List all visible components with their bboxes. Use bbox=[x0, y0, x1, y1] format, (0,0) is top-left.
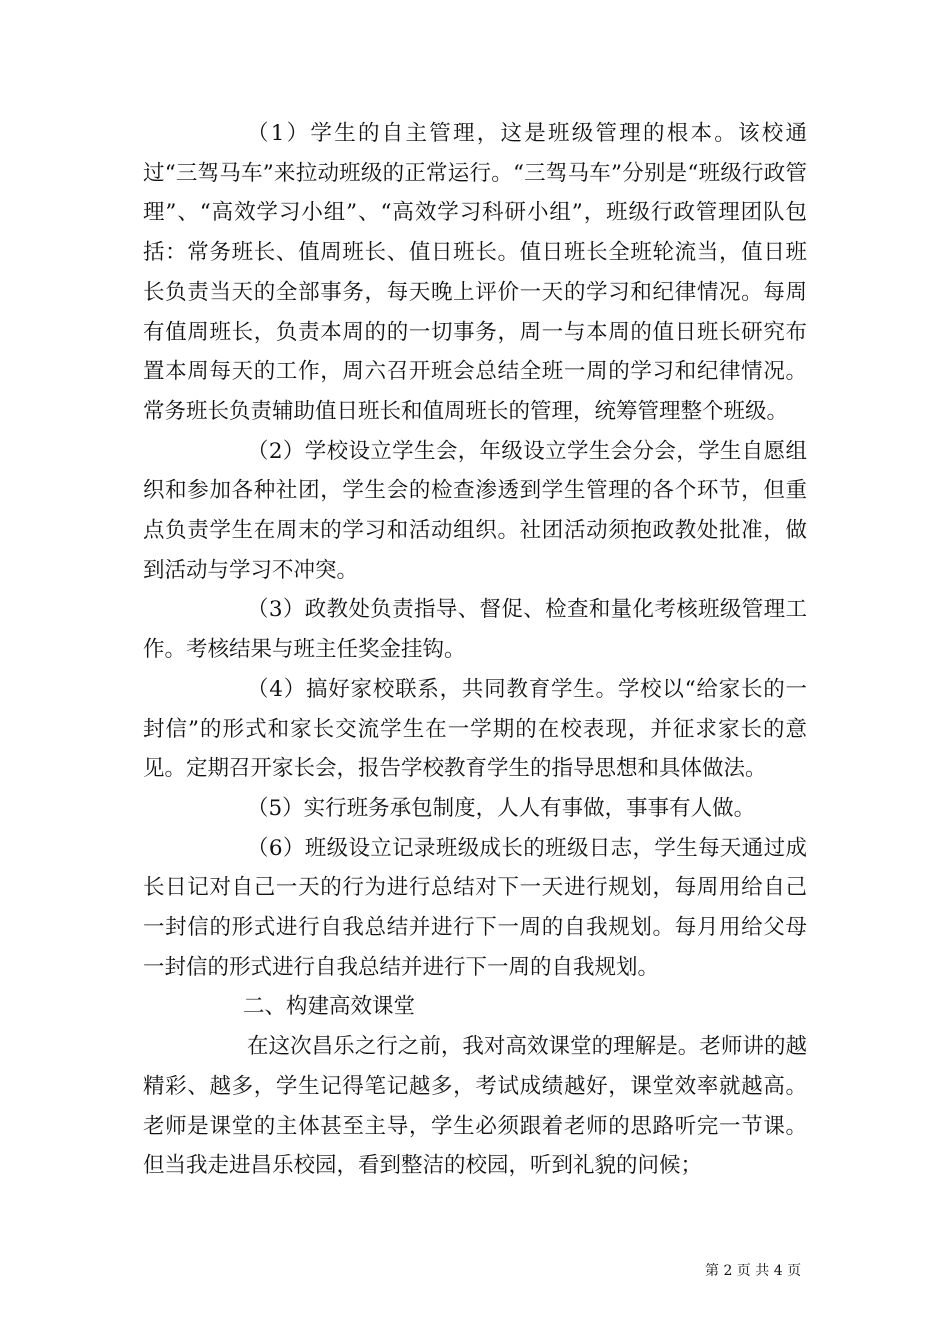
paragraph-class-duty-contract: （5）实行班务承包制度，人人有事做，事事有人做。 bbox=[247, 795, 756, 821]
paragraph-political-office: （3）政教处负责指导、督促、检查和量化考核班级管理工作。考核结果与班主任奖金挂钩。 bbox=[143, 597, 807, 663]
section-heading-efficient-classroom: 二、构建高效课堂 bbox=[243, 994, 416, 1020]
paragraph-student-self-management: （1）学生的自主管理，这是班级管理的根本。该校通过“三驾马车”来拉动班级的正常运行。“三驾马车”分别是“班级行政管理”、“高效学习小组”、“高效学习科研小组”，班级行政管理团队包括：常务班长、值周班长、值日班长。值日班长全班轮流当，值日班长负责当天的全部事务，每天晚上评价一天的学习和纪律情况。每周有值周班长，负责本周的的一切事务，周一与本周的值日班长研究布置本周每天的工作，周六召开班会总结全班一周的学习和纪律情况。常务班长负责辅助值日班长和值周班长的管理，统筹管理整个班级。 bbox=[143, 121, 807, 424]
page-number-footer: 第 2 页 共 4 页 bbox=[705, 1263, 802, 1279]
paragraph-student-union: （2）学校设立学生会，年级设立学生会分会，学生自愿组织和参加各种社团，学生会的检查渗透到学生管理的各个环节，但重点负责学生在周末的学习和活动组织。社团活动须抱政教处批准，做到活动与学习不冲突。 bbox=[143, 438, 807, 583]
paragraph-home-school-contact: （4）搞好家校联系，共同教育学生。学校以“给家长的一封信”的形式和家长交流学生在一学期的在校表现，并征求家长的意见。定期召开家长会，报告学校教育学生的指导思想和具体做法。 bbox=[143, 676, 807, 782]
document-body bbox=[143, 114, 807, 1186]
paragraph-class-log: （6）班级设立记录班级成长的班级日志，学生每天通过成长日记对自己一天的行为进行总结对下一天进行规划，每周用给自己一封信的形式进行自我总结并进行下一周的自我规划。每月用给父母一封信的形式进行自我总结并进行下一周的自我规划。 bbox=[143, 835, 807, 980]
paragraph-changle-visit: 在这次昌乐之行之前，我对高效课堂的理解是。老师讲的越精彩、越多，学生记得笔记越多，考试成绩越好，课堂效率就越高。老师是课堂的主体甚至主导，学生必须跟着老师的思路听完一节课。但当我走进昌乐校园，看到整洁的校园，听到礼貌的问候； bbox=[143, 1034, 807, 1179]
